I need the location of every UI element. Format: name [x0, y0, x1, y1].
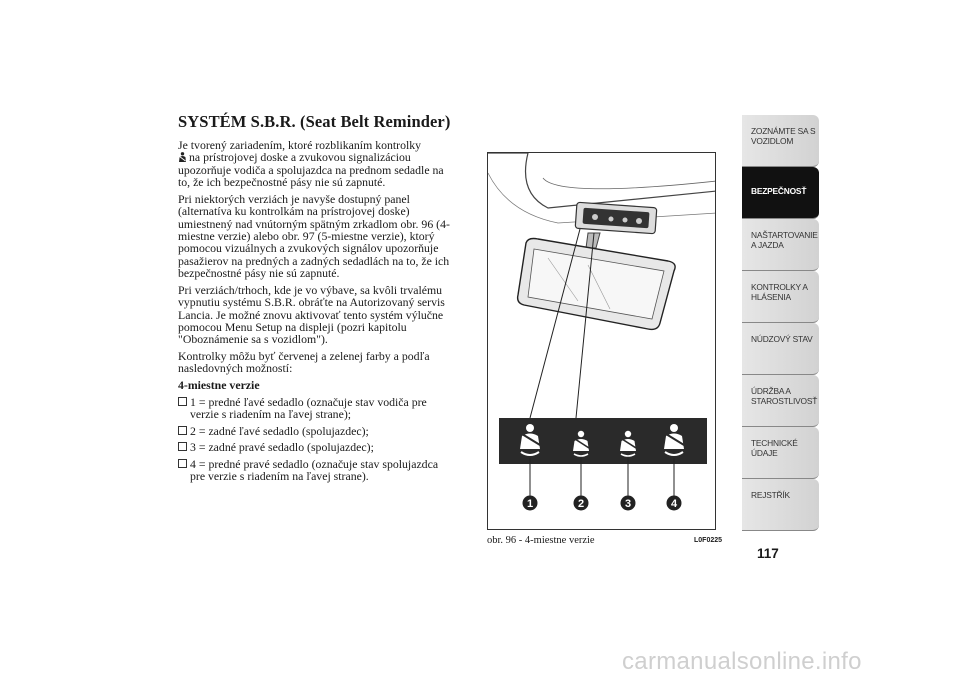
tab-nudzovy-stav[interactable]: NÚDZOVÝ STAV	[742, 323, 819, 375]
tab-kontrolky-a-hlasenia[interactable]: KONTROLKY A HLÁSENIA	[742, 271, 819, 323]
list-item-text: 4 = predné pravé sedadlo (označuje stav spolujazdca pre verzie s riadením na ľavej strane).	[190, 456, 439, 484]
page-number: 117	[757, 546, 779, 561]
checkbox-bullet-icon	[178, 442, 187, 451]
chapter-sidebar	[742, 115, 819, 531]
figure-caption: obr. 96 - 4-miestne verzie	[487, 535, 595, 546]
figure-illustration	[488, 153, 716, 530]
list-item-text: 2 = zadné ľavé sedadlo (spolujazdec);	[190, 423, 369, 438]
seatbelt-warning-icon	[178, 152, 187, 163]
tab-nastartovanie-a-jazda[interactable]: NAŠTARTOVANIE A JAZDA	[742, 219, 819, 271]
tab-technicke-udaje[interactable]: TECHNICKÉ ÚDAJE	[742, 427, 819, 479]
list-item	[178, 458, 456, 483]
paragraph-deactivation: Pri verziách/trhoch, kde je vo výbave, sa kvôli trvalému vypnutiu systému S.B.R. obráťte na Autorizovaný servis Lancia. Je možné znovu aktivovať tento systém výlučne pomocou Menu Setup na displeji (pozri kapitolu "Oboznámenie sa s vozidlom").	[178, 282, 445, 347]
tab-udrzba-a-starostlivost[interactable]: ÚDRŽBA A STAROSTLIVOSŤ	[742, 375, 819, 427]
list-item	[178, 396, 456, 421]
paragraph-colors: Kontrolky môžu byť červenej a zelenej farby a podľa nasledovných možností:	[178, 349, 430, 376]
intro-text-end: na prístrojovej doske a zvukovou signalizáciou upozorňuje vodiča a spolujazdca na prednom sedadle na to, že ich bezpečnostné pásy nie sú zapnuté.	[178, 150, 444, 190]
subheading-4-seat: 4-miestne verzie	[178, 378, 260, 393]
tab-zoznamte-sa-s-vozidlom[interactable]: ZOZNÁMTE SA S VOZIDLOM	[742, 115, 819, 167]
checkbox-bullet-icon	[178, 426, 187, 435]
checkbox-bullet-icon	[178, 459, 187, 468]
list-item	[178, 425, 456, 437]
callout-markers	[523, 496, 682, 511]
list-item-text: 1 = predné ľavé sedadlo (označuje stav vodiča pre verzie s riadením na ľavej strane);	[190, 394, 427, 422]
tab-rejstrik[interactable]: REJSTŘÍK	[742, 479, 819, 531]
tab-bezpecnost[interactable]: BEZPEČNOSŤ	[742, 167, 819, 219]
callout-3: 3	[624, 498, 632, 510]
callout-1: 1	[526, 498, 534, 510]
figure-code: L0F0225	[694, 537, 723, 544]
section-title: SYSTÉM S.B.R. (Seat Belt Reminder)	[178, 112, 451, 131]
intro-paragraph	[178, 139, 456, 189]
checkbox-bullet-icon	[178, 397, 187, 406]
list-item	[178, 441, 456, 453]
sbr-light-strip	[575, 202, 657, 234]
intro-text-start: Je tvorený zariadením, ktoré rozblikaním kontrolky	[178, 138, 422, 152]
body-text	[178, 139, 456, 487]
paragraph-panel: Pri niektorých verziách je navyše dostupný panel (alternatíva ku kontrolkám na prístrojovej doske) umiestnený nad vnútorným spätným zrkadlom obr. 96 (4-miestne verzie) alebo obr. 97 (5-miestne verzie), ktorý pomocou vizuálnych a zvukových signálov upozorňuje pasažierov na predných a zadných sedadlách na to, že ich bezpečnostné pásy nie sú zapnuté.	[178, 191, 450, 281]
watermark: carmanualsonline.info	[622, 648, 862, 675]
callout-4: 4	[670, 498, 678, 510]
rear-view-mirror	[518, 239, 676, 330]
figure-sbr-panel	[487, 152, 716, 530]
callout-2: 2	[577, 498, 585, 510]
list-item-text: 3 = zadné pravé sedadlo (spolujazdec);	[190, 440, 374, 455]
